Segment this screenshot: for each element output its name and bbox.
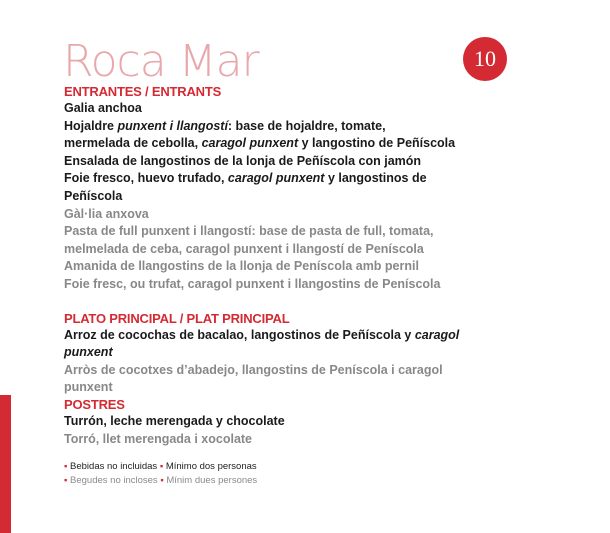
menu-item-es: Turrón, leche merengada y chocolate xyxy=(64,413,285,428)
menu-item-ca: Amanida de llangostins de la llonja de Peníscola amb pernil xyxy=(64,259,419,274)
section-title-starters: ENTRANTES / ENTRANTS xyxy=(64,84,222,99)
notes xyxy=(64,460,504,488)
note-es: ▪ Bebidas no incluidas ▪ Mínimo dos personas xyxy=(64,461,257,473)
section-title-desserts: POSTRES xyxy=(64,396,125,412)
section-title-main: PLATO PRINCIPAL / PLAT PRINCIPAL xyxy=(64,310,290,326)
menu-item-ca: Pasta de full punxent i llangostí: base de pasta de full, tomata, xyxy=(64,224,434,239)
menu-item-ca: Torró, llet merengada i xocolate xyxy=(64,431,253,446)
menu-item-es: Hojaldre punxent i llangostí: base de hojaldre, tomate, xyxy=(64,118,386,133)
menu-item-es: Galia anchoa xyxy=(64,101,142,115)
page-number-badge: 10 xyxy=(463,37,507,81)
menu-content xyxy=(64,84,504,488)
menu-item-ca: Foie fresc, ou trufat, caragol punxent i llangostins de Peníscola xyxy=(64,276,441,291)
left-accent-bar xyxy=(0,395,11,533)
menu-item-es: punxent xyxy=(64,345,113,360)
bullet-icon: ▪ xyxy=(64,461,68,473)
menu-item-ca: Gàl·lia anxova xyxy=(64,206,149,221)
menu-item-es: mermelada de cebolla, caragol punxent y langostino de Peñíscola xyxy=(64,136,456,151)
menu-item-es: Ensalada de langostinos de la lonja de Peñíscola con jamón xyxy=(64,153,422,168)
menu-item-ca: punxent xyxy=(64,380,113,395)
menu-item-es: Peñíscola xyxy=(64,188,123,203)
menu-item-es: Arroz de cocochas de bacalao, langostinos de Peñíscola y caragol xyxy=(64,327,460,342)
menu-item-ca: Arròs de cocotxes d’abadejo, llangostins de Peníscola i caragol xyxy=(64,362,443,377)
menu-item-es: Foie fresco, huevo trufado, caragol punxent y langostinos de xyxy=(64,171,427,186)
menu-item-ca: melmelada de ceba, caragol punxent i llangostí de Peníscola xyxy=(64,241,424,256)
section-spacer xyxy=(64,294,504,311)
bullet-icon: ▪ xyxy=(160,475,164,487)
bullet-icon: ▪ xyxy=(64,475,68,487)
page-title: Roca Mar xyxy=(63,36,259,87)
note-ca: ▪ Begudes no incloses ▪ Mínim dues persones xyxy=(64,475,258,487)
bullet-icon: ▪ xyxy=(159,461,164,473)
